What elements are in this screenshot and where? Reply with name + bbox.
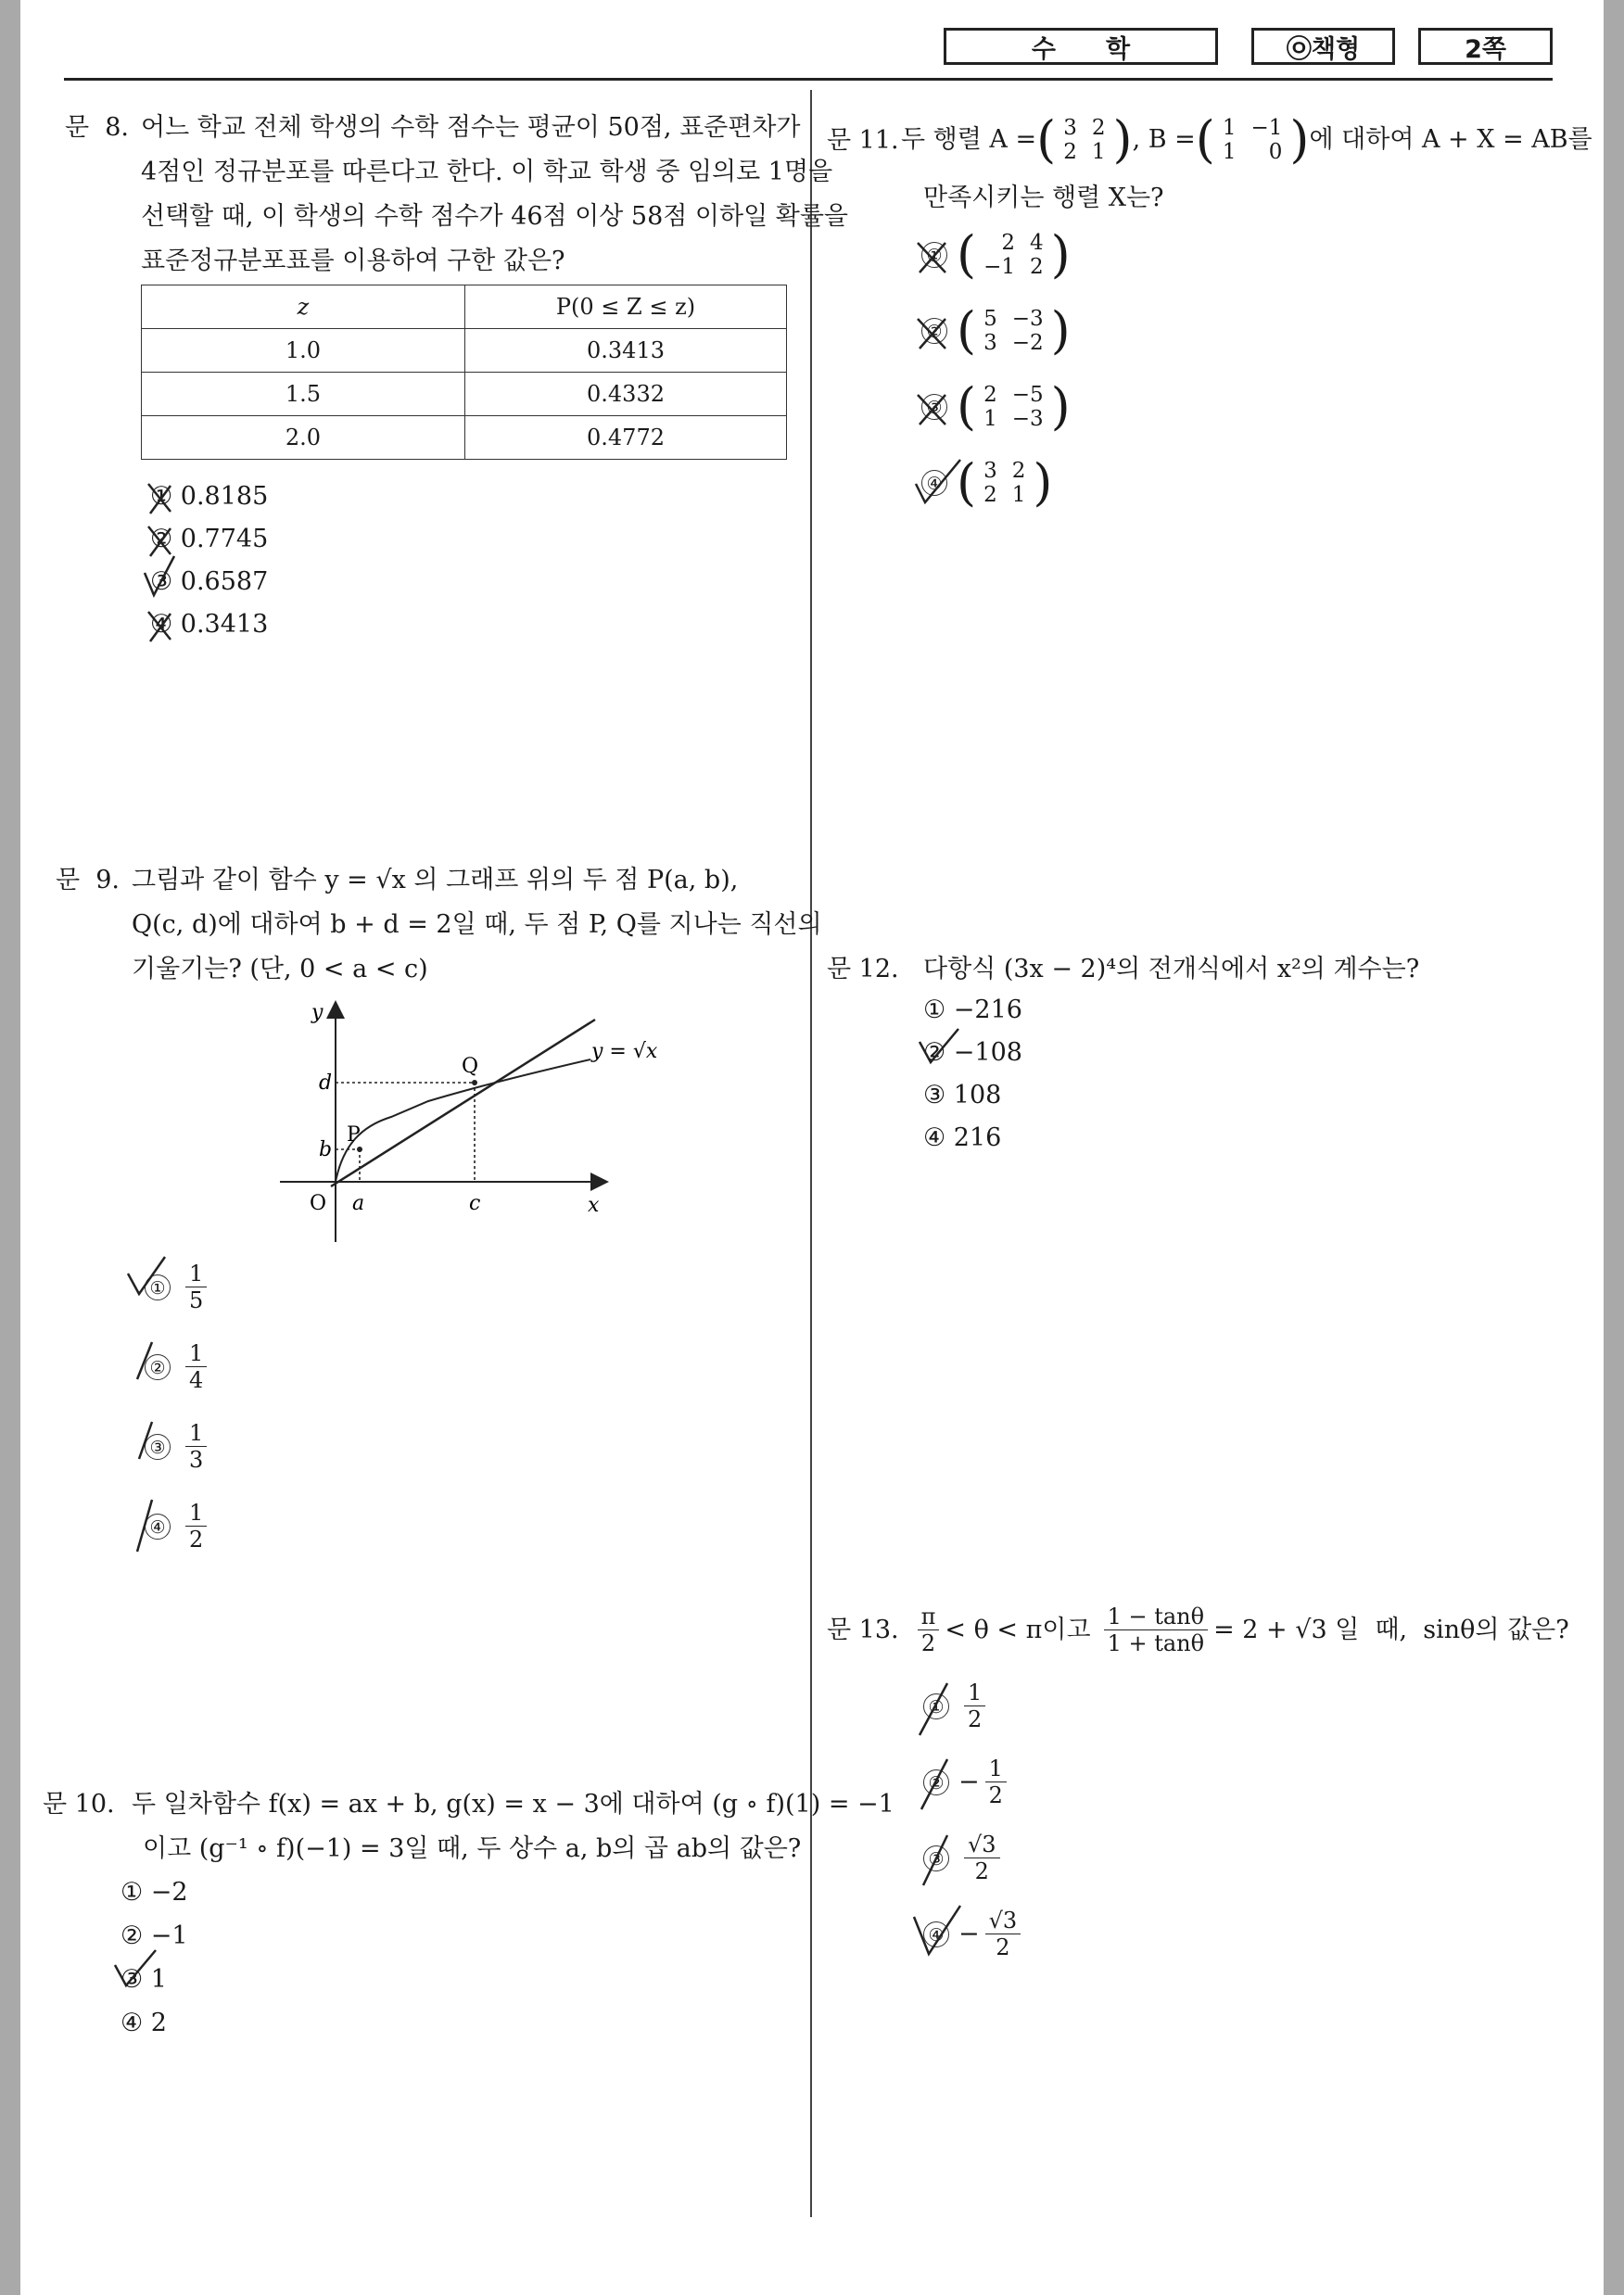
q10-option-3[interactable] [121, 1965, 167, 1994]
matrix-cell: 2 [1029, 255, 1044, 279]
sqrt-graph [261, 996, 688, 1247]
subject-label: 수 학 [1031, 34, 1131, 64]
numerator: 1 [964, 1680, 985, 1706]
option-text: ② 0.7745 [150, 525, 269, 553]
option-number: ① [145, 1274, 171, 1300]
table-cell: 1.5 [142, 373, 465, 416]
q12-option-4[interactable] [923, 1123, 1001, 1152]
q11-option-4[interactable] [921, 453, 1053, 512]
x-axis-label: x [588, 1194, 600, 1217]
fraction [185, 1420, 207, 1473]
option-number: ① [923, 1693, 949, 1719]
question-number: 문 13. [827, 1615, 899, 1644]
matrix: ( 2 −5 1 −3 ) [957, 377, 1071, 436]
q9-option-2[interactable] [145, 1340, 212, 1393]
label-b: b [319, 1138, 333, 1161]
y-axis-label: y [311, 1001, 324, 1024]
table-row [142, 373, 787, 416]
numerator: 1 [985, 1756, 1007, 1782]
question-number: 문 8. [65, 113, 130, 142]
matrix-cell: 5 [983, 307, 997, 331]
option-text: ① −216 [923, 995, 1022, 1024]
header-rule [64, 78, 1553, 81]
option-number: ① [921, 242, 947, 268]
table-cell: 0.4332 [465, 373, 787, 416]
option-number: ④ [145, 1514, 171, 1540]
q12-option-1[interactable] [923, 995, 1022, 1024]
q10-option-4[interactable] [121, 2009, 167, 2037]
denominator: 2 [996, 1934, 1010, 1960]
q8-option-3[interactable] [150, 567, 268, 596]
question-11-stem [901, 110, 1592, 169]
fraction [964, 1680, 985, 1732]
matrix-cell: 2 [1001, 231, 1015, 255]
page-number-box [1418, 28, 1553, 65]
matrix-B: ( 1 −1 1 0 ) [1195, 110, 1310, 169]
fraction [1104, 1604, 1209, 1656]
matrix-cell: 3 [983, 459, 997, 483]
q12-option-3[interactable] [923, 1081, 1001, 1109]
booklet-type-box [1251, 28, 1395, 65]
matrix-cell: 1 [983, 407, 997, 431]
q8-option-4[interactable] [150, 610, 268, 639]
numerator: 1 − tanθ [1104, 1604, 1209, 1630]
label-Q: Q [462, 1055, 479, 1078]
matrix-cell: 2 [983, 483, 997, 507]
matrix-cell: 2 [1091, 116, 1106, 140]
numerator: √3 [964, 1832, 1000, 1858]
option-text: ③ 1 [121, 1965, 167, 1994]
denominator: 4 [189, 1367, 204, 1393]
q9-option-1[interactable] [145, 1261, 212, 1313]
question-8-line: 표준정규분포표를 이용하여 구한 값은? [141, 247, 565, 275]
matrix-cell: −3 [1011, 307, 1044, 331]
question-9-line: 기울기는? (단, 0 < a < c) [132, 955, 428, 983]
q13-option-3[interactable] [923, 1832, 1006, 1884]
matrix-cell: 2 [1063, 140, 1077, 164]
question-10-line: 두 일차함수 f(x) = ax + b, g(x) = x − 3에 대하여 (g ∘ f)(1) = −1 [132, 1790, 894, 1819]
matrix-cell: 1 [1011, 483, 1026, 507]
option-text: ② −1 [121, 1921, 188, 1950]
sign: − [958, 1768, 980, 1796]
fraction [185, 1500, 207, 1553]
matrix-cell: 2 [1011, 459, 1026, 483]
option-text: ④ 2 [121, 2009, 167, 2037]
matrix-cell: 3 [1063, 116, 1077, 140]
option-number: ② [921, 318, 947, 344]
denominator: 2 [189, 1527, 204, 1553]
table-row [142, 416, 787, 460]
matrix-cell: −5 [1011, 383, 1044, 407]
q11-option-2[interactable] [921, 301, 1071, 360]
option-number: ③ [923, 1845, 949, 1871]
option-text: ① 0.8185 [150, 482, 269, 511]
label-c: c [469, 1192, 481, 1215]
numerator: 1 [185, 1261, 207, 1287]
matrix: ( 3 2 2 1 ) [957, 453, 1053, 512]
matrix: ( 2 4 −1 2 ) [957, 225, 1071, 284]
q9-option-3[interactable] [145, 1420, 212, 1473]
fraction [985, 1756, 1007, 1808]
matrix-cell: −1 [1250, 116, 1283, 140]
table-row [142, 329, 787, 373]
option-text: ① −2 [121, 1878, 188, 1907]
matrix-cell: −3 [1011, 407, 1044, 431]
option-number: ② [923, 1769, 949, 1795]
matrix-cell: 3 [983, 331, 997, 355]
secant-line [331, 1020, 595, 1186]
q12-option-2[interactable] [923, 1038, 1022, 1067]
z-table [141, 285, 787, 460]
q9-option-4[interactable] [145, 1500, 212, 1553]
option-text: ③ 108 [923, 1081, 1002, 1109]
table-header: z [142, 285, 465, 329]
table-cell: 2.0 [142, 416, 465, 460]
matrix-cell: 1 [1091, 140, 1106, 164]
fraction [185, 1340, 207, 1393]
matrix-cell: −2 [1011, 331, 1044, 355]
fraction [964, 1832, 1000, 1884]
denominator: 3 [189, 1447, 204, 1473]
q10-option-2[interactable] [121, 1921, 188, 1950]
matrix-cell: 2 [983, 383, 997, 407]
denominator: 2 [920, 1630, 936, 1656]
column-divider [810, 90, 812, 2217]
denominator: 2 [968, 1706, 983, 1732]
option-number: ③ [145, 1434, 171, 1460]
denominator: 1 + tanθ [1107, 1630, 1205, 1656]
exam-page [20, 0, 1604, 2295]
option-number: ④ [921, 470, 947, 496]
table-cell: 0.3413 [465, 329, 787, 373]
table-header: P(0 ≤ Z ≤ z) [465, 285, 787, 329]
q8-option-2[interactable] [150, 525, 268, 553]
origin-label: O [310, 1192, 327, 1215]
page-number-label: 2쪽 [1465, 34, 1506, 64]
question-9-line: 그림과 같이 함수 y = √x 의 그래프 위의 두 점 P(a, b), [132, 866, 739, 894]
option-number: ④ [923, 1921, 949, 1947]
denominator: 5 [189, 1287, 204, 1313]
numerator: 1 [185, 1500, 207, 1527]
q13-option-2[interactable] [923, 1756, 1012, 1808]
question-10-line: 이고 (g⁻¹ ∘ f)(−1) = 3일 때, 두 상수 a, b의 곱 ab의 값은? [143, 1834, 802, 1863]
matrix-cell: 0 [1268, 140, 1283, 164]
question-number: 문 12. [827, 955, 899, 983]
option-text: ④ 216 [923, 1123, 1002, 1152]
matrix-cell: 1 [1222, 140, 1237, 164]
q13-option-1[interactable] [923, 1680, 991, 1732]
fraction [185, 1261, 207, 1313]
denominator: 2 [988, 1782, 1003, 1808]
matrix: ( 5 −3 3 −2 ) [957, 301, 1071, 360]
table-header-row [142, 285, 787, 329]
question-number: 문 11. [827, 126, 899, 155]
option-number: ② [145, 1354, 171, 1380]
question-11-line: 만족시키는 행렬 X는? [923, 184, 1164, 212]
option-text: ④ 0.3413 [150, 610, 269, 639]
stem-text: , B = [1132, 125, 1196, 154]
subject-box [944, 28, 1218, 65]
stem-text: 두 행렬 A = [901, 125, 1037, 154]
curve-label: y = √x [591, 1040, 658, 1063]
option-text: ③ 0.6587 [150, 567, 269, 596]
stem-text: < θ < π이고 [945, 1615, 1091, 1644]
stem-text: 에 대하여 A + X = AB를 [1309, 125, 1592, 154]
q8-option-1[interactable] [150, 482, 268, 511]
q11-option-3[interactable] [921, 377, 1071, 436]
q13-option-4[interactable] [923, 1908, 1026, 1960]
question-number: 문 9. [56, 866, 121, 894]
q11-option-1[interactable] [921, 225, 1071, 284]
table-cell: 0.4772 [465, 416, 787, 460]
numerator: 1 [185, 1340, 207, 1367]
question-8-line: 어느 학교 전체 학생의 수학 점수는 평균이 50점, 표준편차가 [141, 113, 801, 142]
question-12-line: 다항식 (3x − 2)⁴의 전개식에서 x²의 계수는? [923, 955, 1420, 983]
question-9-line: Q(c, d)에 대하여 b + d = 2일 때, 두 점 P, Q를 지나는 직선의 [132, 910, 822, 939]
question-13 [827, 1604, 1596, 1656]
matrix-A: ( 3 2 2 1 ) [1036, 110, 1133, 169]
fraction [985, 1908, 1021, 1960]
matrix-cell: 4 [1029, 231, 1044, 255]
label-d: d [319, 1071, 333, 1095]
q10-option-1[interactable] [121, 1878, 188, 1907]
stem-text: = 2 + √3 일 때, sinθ의 값은? [1213, 1615, 1569, 1644]
option-text: ② −108 [923, 1038, 1022, 1067]
sign: − [958, 1920, 980, 1948]
matrix-cell: −1 [983, 255, 1015, 279]
option-number: ③ [921, 394, 947, 420]
question-8-line: 4점인 정규분포를 따른다고 한다. 이 학교 학생 중 임의로 1명을 [141, 158, 833, 186]
label-P: P [347, 1123, 361, 1147]
denominator: 2 [974, 1858, 989, 1884]
table-cell: 1.0 [142, 329, 465, 373]
numerator: π [918, 1604, 940, 1630]
label-a: a [352, 1192, 365, 1215]
booklet-type-label: ㉧책형 [1286, 34, 1361, 64]
numerator: 1 [185, 1420, 207, 1447]
fraction [918, 1604, 940, 1656]
numerator: √3 [985, 1908, 1021, 1934]
question-number: 문 10. [43, 1790, 115, 1819]
matrix-cell: 1 [1222, 116, 1237, 140]
question-8-line: 선택할 때, 이 학생의 수학 점수가 46점 이상 58점 이하일 확률을 [141, 202, 849, 231]
